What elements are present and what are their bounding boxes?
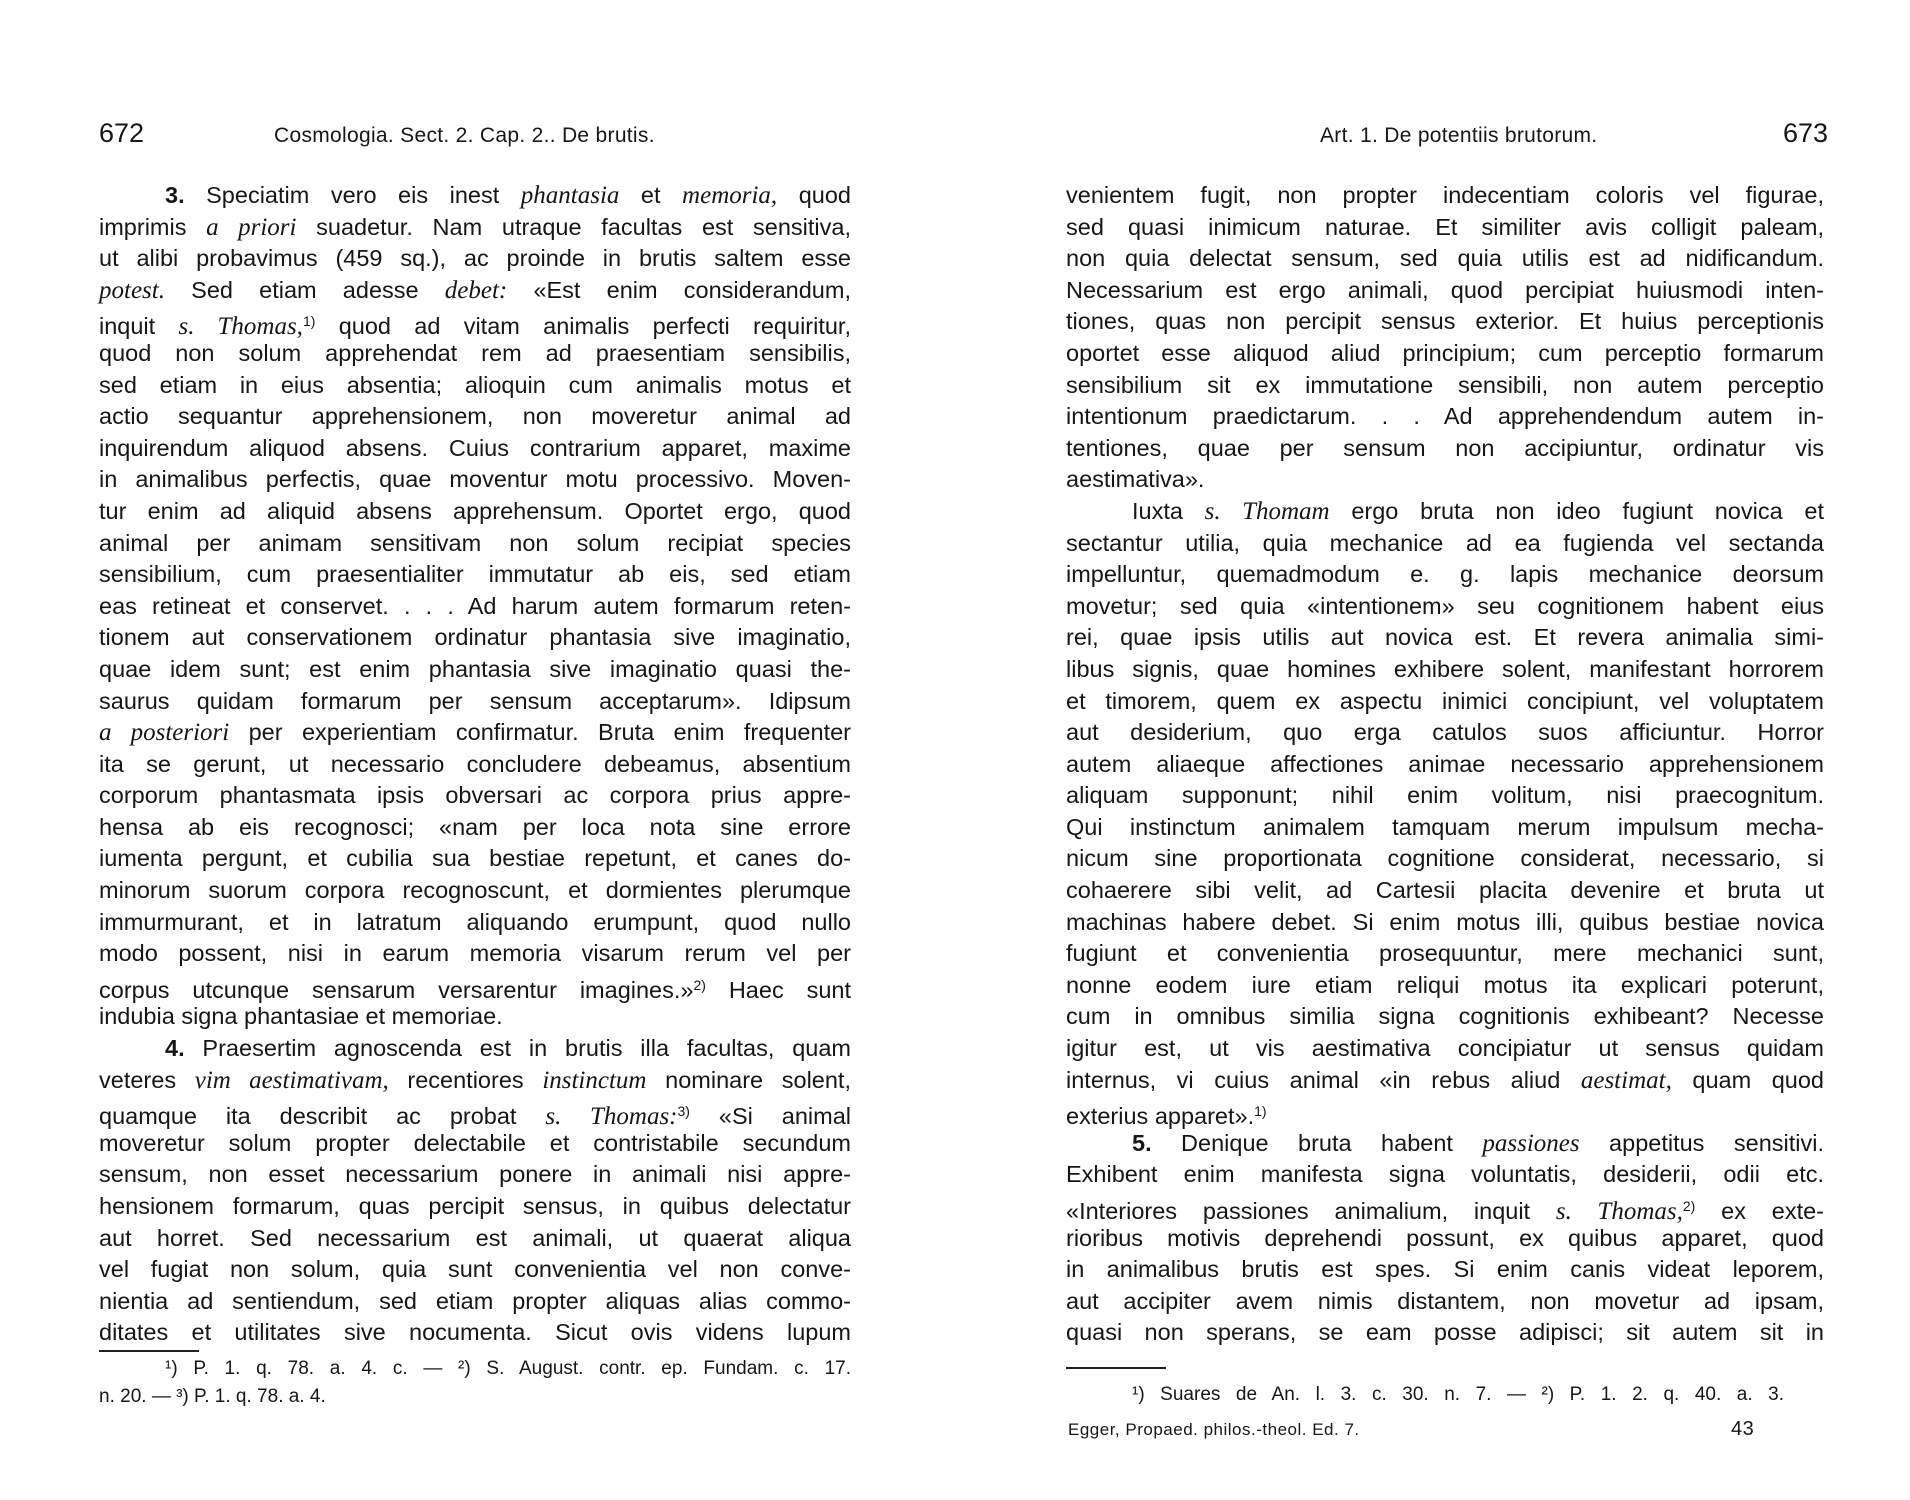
text-line	[99, 1286, 851, 1318]
text-run: sed quasi inimicum naturae. Et similiter avis colligit paleam,	[1066, 213, 1824, 240]
text-run: cum in omnibus similia signa cognitionis exhibeant? Necesse	[1066, 1003, 1824, 1030]
text-line	[1066, 433, 1824, 465]
text-run: rei, quae ipsis utilis aut novica est. Et revera animalia simi-	[1066, 624, 1824, 651]
text-line	[99, 464, 851, 496]
text-run: aut accipiter avem nimis distantem, non movetur ad ipsam,	[1066, 1287, 1824, 1314]
italic-text: potest.	[99, 276, 165, 304]
text-line	[1066, 1128, 1824, 1160]
text-run: vel fugiat non solum, quia sunt convenientia vel non conve-	[99, 1256, 851, 1283]
text-line	[1066, 496, 1824, 528]
text-line	[1066, 907, 1824, 939]
text-line	[1066, 1191, 1824, 1223]
text-line	[1066, 1033, 1824, 1065]
footnote-ref: 1)	[302, 313, 316, 330]
text-line	[99, 275, 851, 307]
text-run: veteres	[99, 1066, 195, 1093]
text-line	[99, 1033, 851, 1065]
text-run: sectantur utilia, quia mechanice ad ea fugienda vel sectanda	[1066, 529, 1824, 556]
italic-text: passiones	[1482, 1129, 1580, 1157]
text-line	[99, 622, 851, 654]
text-line	[1066, 622, 1824, 654]
text-run: quae idem sunt; est enim phantasia sive imaginatio quasi the-	[99, 655, 851, 682]
text-line	[1066, 528, 1824, 560]
text-run: corpus utcunque sensarum versarentur imagines.»	[99, 976, 694, 1003]
section-number: 5.	[1132, 1129, 1152, 1156]
text-run: tur enim ad aliquid absens apprehensum. Oportet ergo, quod	[99, 497, 851, 524]
text-line	[99, 1128, 851, 1160]
text-run: minorum suorum corpora recognoscunt, et dormientes plerumque	[99, 877, 851, 904]
text-line	[1066, 306, 1824, 338]
text-line	[99, 1159, 851, 1191]
text-line	[1066, 1065, 1824, 1097]
text-run: saurus quidam formarum per sensum acceptarum». Idipsum	[99, 687, 851, 714]
text-run: ergo bruta non ideo fugiunt novica et	[1329, 497, 1824, 524]
text-run: aestimativa».	[1066, 466, 1205, 493]
text-run: cohaerere sibi velit, ad Cartesii placita devenire et bruta ut	[1066, 877, 1824, 904]
text-line	[99, 1317, 851, 1349]
text-line	[1066, 591, 1824, 623]
text-run: intentionum praedictarum. . . Ad apprehendendum autem in-	[1066, 403, 1824, 430]
text-line	[1066, 1286, 1824, 1318]
text-run: ut alibi probavimus (459 sq.), ac proinde in brutis saltem esse	[99, 245, 851, 272]
text-run: animal per animam sensitivam non solum recipiat species	[99, 529, 851, 556]
text-run: «Si animal	[689, 1103, 851, 1130]
text-line	[99, 496, 851, 528]
page-number: 672	[99, 118, 145, 148]
text-line	[1066, 275, 1824, 307]
section-number: 3.	[165, 182, 185, 208]
text-line	[99, 875, 851, 907]
text-line	[1066, 338, 1824, 370]
text-run: sensum, non esset necessarium ponere in animali nisi appre-	[99, 1161, 851, 1188]
text-line	[99, 970, 851, 1002]
text-run: ditates et utilitates sive nocumenta. Sicut ovis videns lupum	[99, 1319, 851, 1346]
text-run: quod	[777, 182, 851, 208]
text-line	[99, 1001, 851, 1033]
italic-text: vim aestimativam,	[194, 1066, 389, 1094]
signature-line: Egger, Propaed. philos.-theol. Ed. 7.	[1068, 1420, 1360, 1439]
footnote-ref: 2)	[1682, 1198, 1696, 1214]
text-line	[99, 686, 851, 718]
text-line	[1066, 1096, 1824, 1128]
left-page	[99, 0, 851, 1500]
text-line	[99, 212, 851, 244]
text-line	[1066, 401, 1824, 433]
text-line	[1066, 686, 1824, 718]
text-line	[1066, 370, 1824, 402]
text-line	[99, 306, 851, 341]
text-run: modo possent, nisi in earum memoria visarum rerum vel per	[99, 940, 851, 967]
text-run: aut desiderium, quo erga catulos suos afficiuntur. Horror	[1066, 719, 1824, 746]
text-run: tiones, quas non percipit sensus exterior. Et huius perceptionis	[1066, 308, 1824, 335]
text-line	[99, 1254, 851, 1286]
text-run: igitur est, ut vis aestimativa concipiatur ut sensus quidam	[1066, 1035, 1824, 1062]
italic-text: s. Thomam	[1204, 497, 1330, 525]
text-run: corporum phantasmata ipsis obversari ac corpora prius appre-	[99, 782, 851, 809]
text-run: «Est enim considerandum,	[507, 276, 851, 303]
italic-text: aestimat,	[1580, 1066, 1672, 1094]
footnote-line: ¹) P. 1. q. 78. a. 4. c. — ²) S. August. contr. ep. Fundam. c. 17.	[165, 1358, 851, 1379]
text-line	[99, 591, 851, 623]
text-run: Haec sunt	[705, 976, 851, 1003]
text-run: actio sequantur apprehensionem, non moveretur animal ad	[99, 403, 851, 430]
text-run: «Interiores passiones animalium, inquit	[1066, 1198, 1556, 1224]
text-run: autem aliaeque affectiones animae necessario apprehensionem	[1066, 750, 1824, 777]
text-run: imprimis	[99, 213, 207, 240]
text-line	[99, 654, 851, 686]
text-run: internus, vi cuius animal «in rebus aliud	[1066, 1066, 1581, 1093]
text-run: Exhibent enim manifesta signa voluntatis, desiderii, odii etc.	[1066, 1161, 1824, 1188]
text-line	[1066, 243, 1824, 275]
text-line	[1066, 843, 1824, 875]
running-head: Art. 1. De potentiis brutorum.	[1320, 124, 1598, 147]
text-line	[1066, 1254, 1824, 1286]
text-line	[99, 370, 851, 402]
text-line	[1066, 780, 1824, 812]
text-run: sensibilium sit ex immutatione sensibili, non autem perceptio	[1066, 371, 1824, 398]
text-run: sensibilium, cum praesentialiter immutatur ab eis, sed etiam	[99, 561, 851, 588]
text-run: Praesertim agnoscenda est in brutis illa facultas, quam	[184, 1035, 851, 1062]
text-line	[99, 559, 851, 591]
text-line	[1066, 717, 1824, 749]
text-line	[99, 180, 851, 212]
text-run: movetur; sed quia «intentionem» seu cognitionem habent eius	[1066, 592, 1824, 619]
text-run: hensionem formarum, quas percipit sensus, in quibus delectatur	[99, 1193, 851, 1219]
section-number: 4.	[165, 1035, 185, 1062]
text-run: libus signis, quae homines exhibere solent, manifestant horrorem	[1066, 655, 1824, 682]
text-run: rioribus motivis deprehendi possunt, ex quibus apparet, quod	[1066, 1224, 1824, 1251]
italic-text: instinctum	[542, 1066, 647, 1094]
text-run: ex exte-	[1695, 1198, 1825, 1224]
text-line	[99, 1096, 851, 1131]
text-line	[1066, 1001, 1824, 1033]
text-run: immurmurant, et in latratum aliquando erumpunt, quod nullo	[99, 908, 851, 935]
footnote-rule	[99, 1350, 199, 1352]
text-run: inquit	[99, 313, 179, 340]
footnote-rule	[1066, 1367, 1166, 1369]
text-run: eas retineat et conservet. . . . Ad harum autem formarum reten-	[99, 592, 851, 619]
text-run: recentiores	[388, 1066, 543, 1093]
text-line	[99, 401, 851, 433]
italic-text: debet:	[444, 276, 508, 304]
footnote-line: n. 20. — ³) P. 1. q. 78. a. 4.	[99, 1386, 326, 1407]
text-run: Denique bruta habent	[1151, 1129, 1483, 1156]
text-line	[99, 907, 851, 939]
italic-text: a posteriori	[99, 719, 230, 747]
text-line	[99, 433, 851, 465]
text-run: inquirendum aliquod absens. Cuius contrarium apparet, maxime	[99, 434, 851, 461]
text-run: iumenta pergunt, et cubilia sua bestiae repetunt, et canes do-	[99, 845, 851, 872]
signature-mark: 43	[1731, 1418, 1755, 1440]
text-run: nonne eodem iure etiam reliqui motus ita explicari poterunt,	[1066, 971, 1824, 998]
text-run: nientia ad sentiendum, sed etiam propter aliquas alias commo-	[99, 1287, 851, 1314]
text-run: quasi non sperans, se eam posse adipisci; sit autem sit in	[1066, 1319, 1824, 1346]
text-line	[1066, 1317, 1824, 1349]
text-run: Speciatim vero eis inest	[184, 182, 521, 208]
footnote-ref: 2)	[693, 976, 706, 993]
text-line	[1066, 212, 1824, 244]
footnote-ref: 1)	[1254, 1103, 1267, 1120]
text-run: quod ad vitam animalis perfecti requiritur,	[315, 313, 851, 340]
text-line	[1066, 559, 1824, 591]
text-line	[1066, 1159, 1824, 1191]
text-line	[99, 528, 851, 560]
text-run: per experientiam confirmatur. Bruta enim frequenter	[229, 719, 852, 746]
text-run: quam quod	[1671, 1066, 1824, 1093]
italic-text: phantasia	[520, 182, 620, 209]
footnote-ref: 3)	[677, 1103, 690, 1120]
text-run: suadetur. Nam utraque facultas est sensitiva,	[296, 213, 851, 240]
italic-text: memoria,	[682, 182, 778, 209]
body-text	[99, 180, 851, 1349]
text-run: nicum sine proportionata cognitione considerat, necessario, si	[1066, 845, 1824, 872]
text-run: indubia signa phantasiae et memoriae.	[99, 1003, 503, 1030]
text-run: appetitus sensitivi.	[1579, 1129, 1824, 1156]
running-head: Cosmologia. Sect. 2. Cap. 2.. De brutis.	[274, 124, 655, 147]
text-line	[1066, 654, 1824, 686]
text-run: ita se gerunt, ut necessario concludere debeamus, absentium	[99, 750, 851, 777]
body-text	[1066, 180, 1824, 1349]
text-run: aut horret. Sed necessarium est animali, ut quaerat aliqua	[99, 1224, 851, 1251]
text-run: aliquam supponunt; nihil enim volitum, nisi praecognitum.	[1066, 782, 1824, 809]
text-run: et	[619, 182, 683, 208]
text-line	[99, 780, 851, 812]
text-run: quamque ita describit ac probat	[99, 1103, 546, 1130]
text-run: tionem aut conservationem ordinatur phantasia sive imaginatio,	[99, 624, 851, 651]
text-run: Necessarium est ergo animali, quod percipiat huiusmodi inten-	[1066, 276, 1824, 303]
page-number: 673	[1783, 118, 1829, 148]
text-run: Qui instinctum animalem tamquam merum impulsum mecha-	[1066, 813, 1824, 840]
text-run: non quia delectat sensum, sed quia utilis est ad nidificandum.	[1066, 245, 1824, 272]
text-run: quod non solum apprehendat rem ad praesentiam sensibilis,	[99, 339, 851, 366]
text-run: hensa ab eis recognosci; «nam per loca nota sine errore	[99, 813, 851, 840]
text-run: impelluntur, quemadmodum e. g. lapis mechanice deorsum	[1066, 561, 1824, 588]
italic-text: s. Thomas:	[545, 1103, 678, 1131]
text-run: in animalibus perfectis, quae moventur motu processivo. Moven-	[99, 466, 851, 493]
text-run: sed etiam in eius absentia; alioquin cum animalis motus et	[99, 371, 851, 398]
text-line	[99, 717, 851, 749]
right-page	[1066, 0, 1829, 1500]
text-line	[1066, 875, 1824, 907]
text-line	[99, 749, 851, 781]
text-line	[99, 1223, 851, 1255]
text-run: nominare solent,	[646, 1066, 851, 1093]
text-line	[1066, 938, 1824, 970]
text-run: oportet esse aliquod aliud principium; cum perceptio formarum	[1066, 339, 1824, 366]
italic-text: a priori	[206, 213, 297, 241]
text-line	[99, 1065, 851, 1097]
text-line	[1066, 180, 1824, 212]
text-line	[1066, 812, 1824, 844]
text-line	[99, 938, 851, 970]
italic-text: s. Thomas,	[1555, 1198, 1683, 1225]
text-line	[1066, 1223, 1824, 1255]
text-run: exterius apparet».	[1066, 1103, 1255, 1130]
text-line	[1066, 464, 1824, 496]
text-run: venientem fugit, non propter indecentiam coloris vel figurae,	[1066, 182, 1824, 208]
text-run: tentiones, quae per sensum non accipiuntur, ordinatur vis	[1066, 434, 1824, 461]
text-line	[1066, 970, 1824, 1002]
text-line	[99, 338, 851, 370]
text-line	[99, 243, 851, 275]
text-line	[99, 1191, 851, 1223]
text-line	[99, 812, 851, 844]
footnote-line: ¹) Suares de An. l. 3. c. 30. n. 7. — ²) P. 1. 2. q. 40. a. 3.	[1132, 1384, 1784, 1405]
text-run: machinas habere debet. Si enim motus illi, quibus bestiae novica	[1066, 908, 1824, 935]
text-line	[1066, 749, 1824, 781]
text-line	[99, 843, 851, 875]
text-run: Iuxta	[1132, 497, 1205, 524]
text-run: moveretur solum propter delectabile et contristabile secundum	[99, 1129, 851, 1156]
text-run: in animalibus brutis est spes. Si enim canis videat leporem,	[1066, 1256, 1824, 1283]
text-run: et timorem, quem ex aspectu inimici concipiunt, vel voluptatem	[1066, 687, 1824, 714]
text-run: Sed etiam adesse	[164, 276, 445, 303]
text-run: fugiunt et convenientia prosequuntur, mere mechanici sunt,	[1066, 940, 1824, 967]
italic-text: s. Thomas,	[178, 313, 303, 341]
